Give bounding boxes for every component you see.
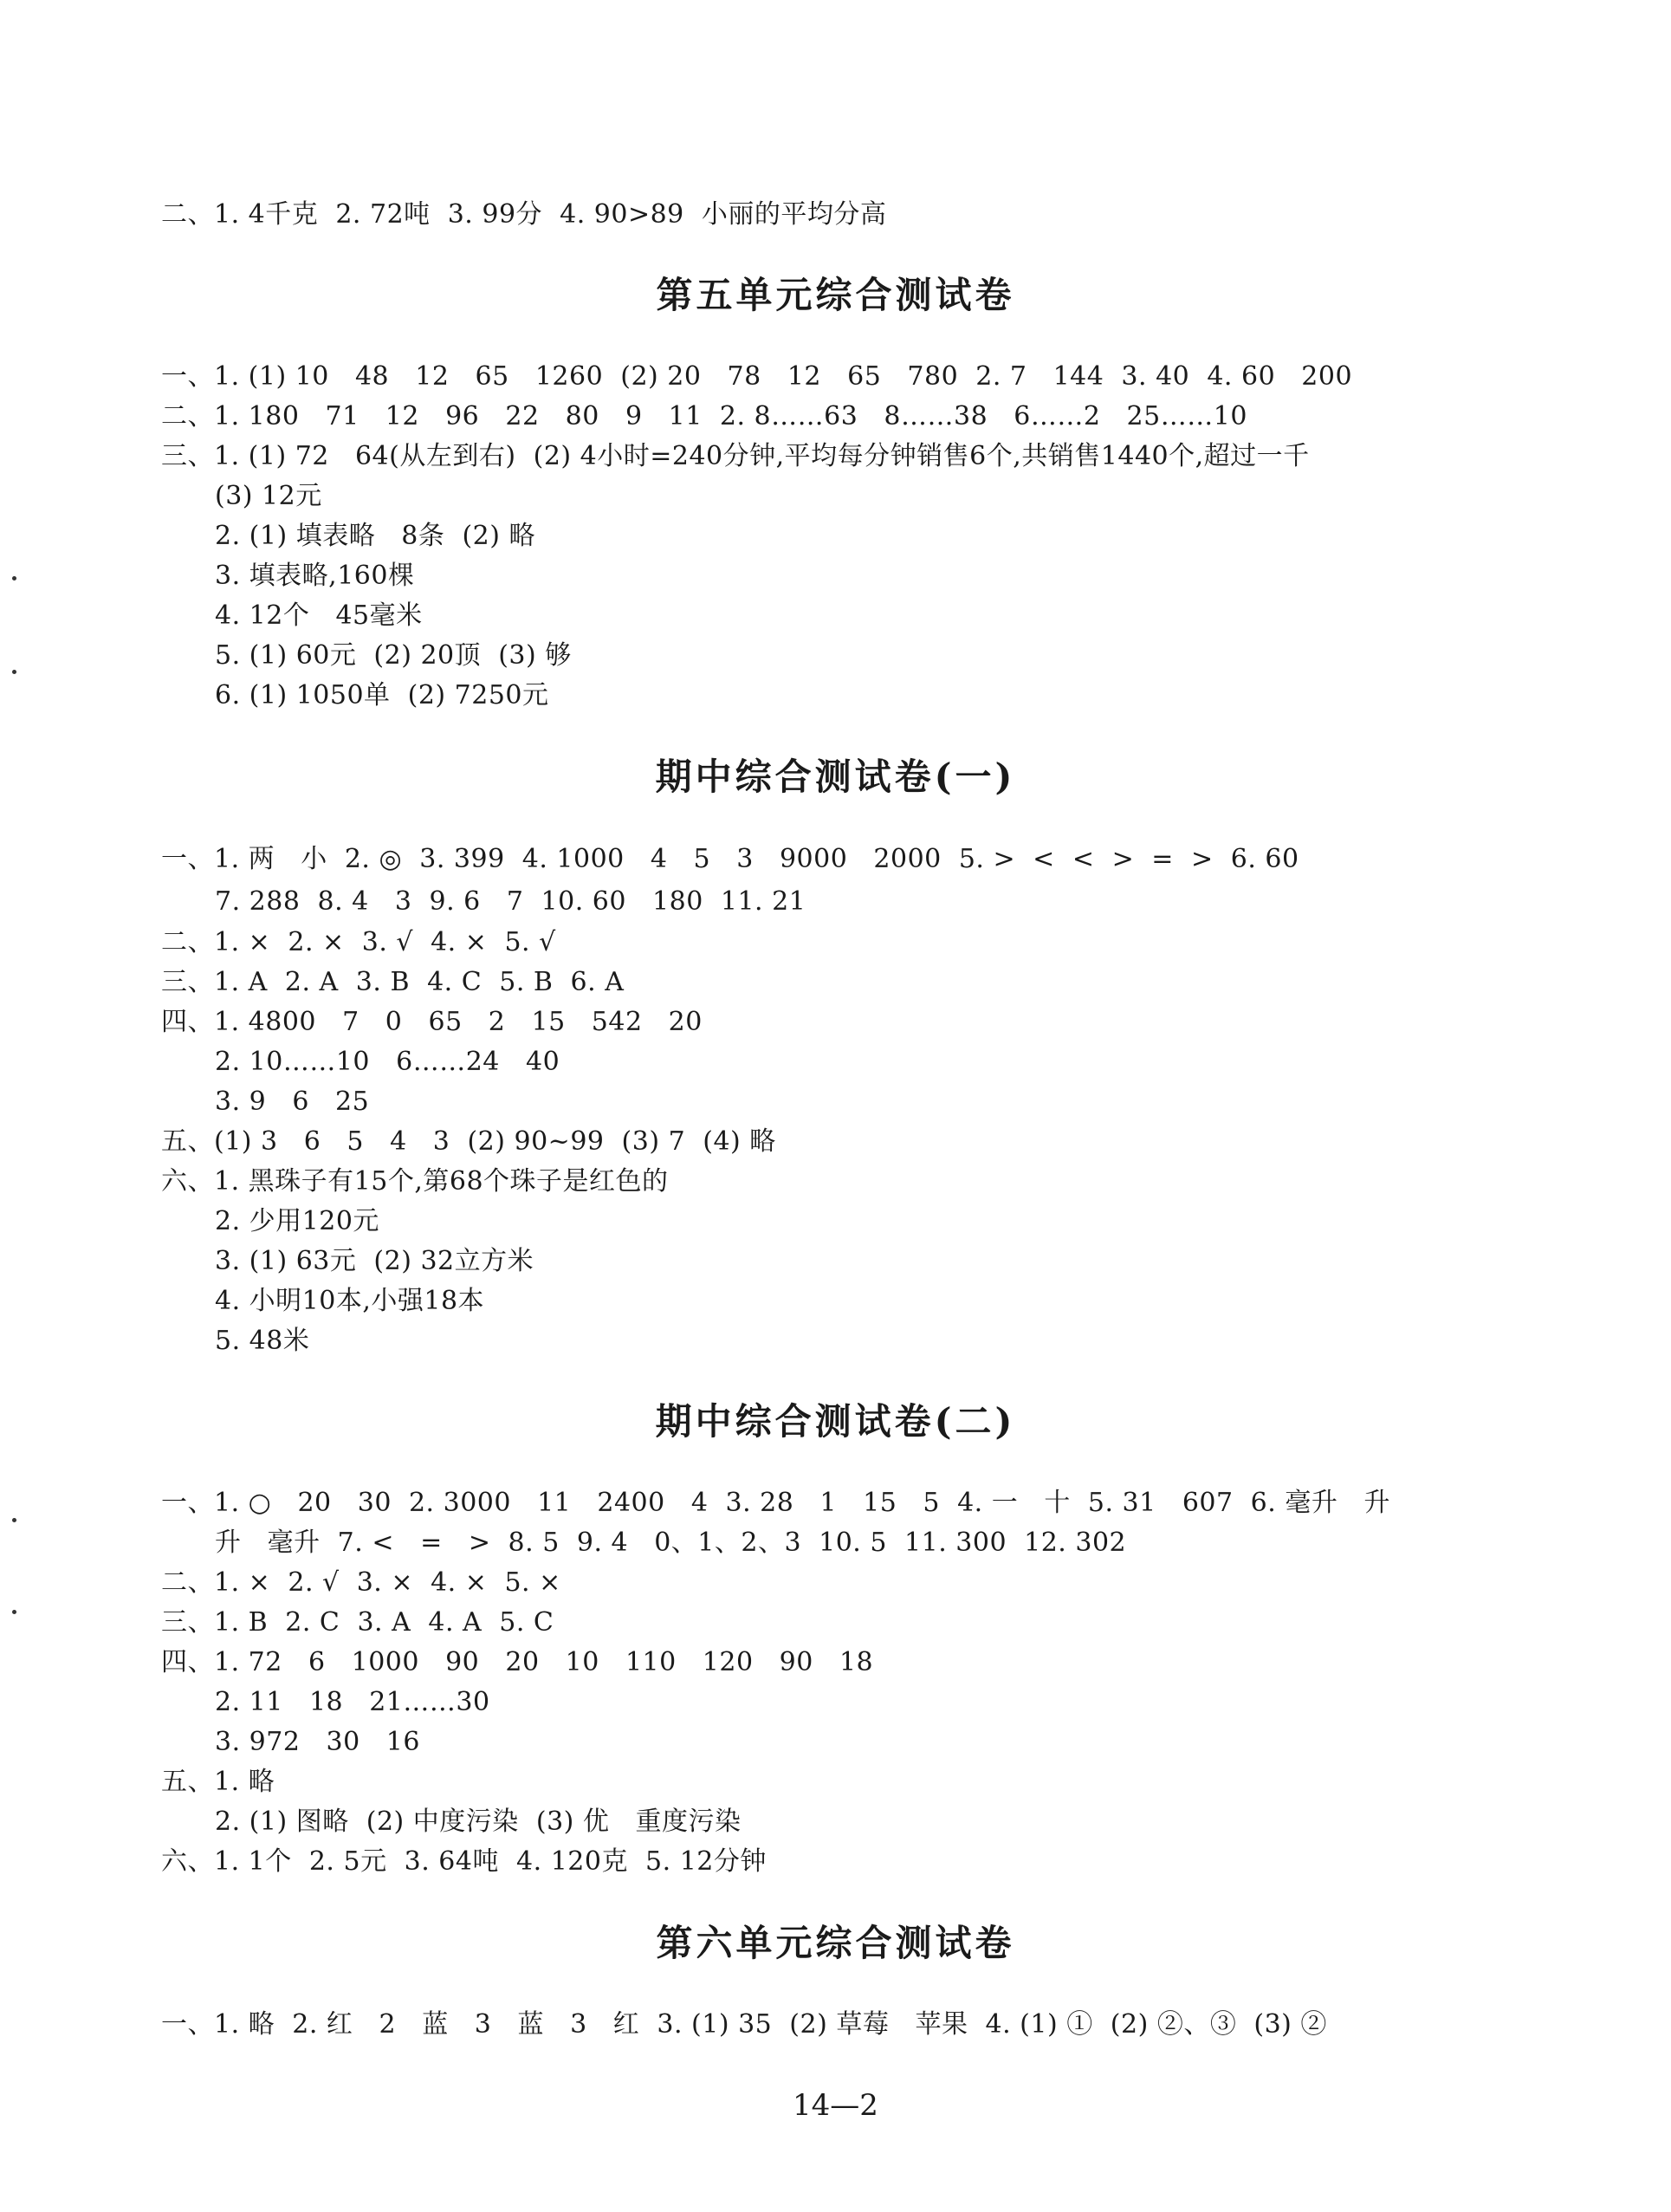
answer-line: 6. (1) 1050单 (2) 7250元: [215, 680, 549, 710]
answer-line: 3. 填表略,160棵: [215, 561, 415, 591]
scan-speck: [12, 1518, 16, 1522]
section-title: 第五单元综合测试卷: [656, 274, 1015, 316]
answer-line: 3. (1) 63元 (2) 32立方米: [215, 1246, 534, 1276]
answer-line: 三、1. (1) 72 64(从左到右) (2) 4小时=240分钟,平均每分钟销售6个,共销售1440个,超过一千: [161, 441, 1310, 471]
answer-line: 一、1. 略 2. 红 2 蓝 3 蓝 3 红 3. (1) 35 (2) 草莓 苹果 4. (1) ① (2) ②、③ (3) ②: [161, 2009, 1327, 2040]
answer-line: 二、1. × 2. × 3. √ 4. × 5. √: [161, 927, 556, 957]
scan-speck: [12, 670, 16, 674]
answer-line: 三、1. B 2. C 3. A 4. A 5. C: [161, 1607, 554, 1638]
answer-line: 二、1. 4千克 2. 72吨 3. 99分 4. 90>89 小丽的平均分高: [161, 199, 887, 230]
answer-line: 四、1. 4800 7 0 65 2 15 542 20: [161, 1007, 703, 1037]
answer-line: 二、1. 180 71 12 96 22 80 9 11 2. 8……63 8……38 6……2 25……10: [161, 401, 1247, 431]
answer-line: 2. 少用120元: [215, 1206, 379, 1236]
answer-line: (3) 12元: [215, 481, 322, 511]
answer-line: 二、1. × 2. √ 3. × 4. × 5. ×: [161, 1567, 561, 1598]
answer-line: 一、1. ○ 20 30 2. 3000 11 2400 4 3. 28 1 15 5 4. 一 十 5. 31 607 6. 毫升 升: [161, 1488, 1390, 1518]
answer-line: 7. 288 8. 4 3 9. 6 7 10. 60 180 11. 21: [215, 886, 806, 917]
answer-line: 五、1. 略: [161, 1767, 275, 1797]
answer-line: 三、1. A 2. A 3. B 4. C 5. B 6. A: [161, 967, 625, 997]
answer-line: 2. (1) 图略 (2) 中度污染 (3) 优 重度污染: [215, 1807, 742, 1837]
section-title: 第六单元综合测试卷: [656, 1922, 1015, 1964]
answer-line: 3. 972 30 16: [215, 1727, 420, 1757]
answer-line: 4. 小明10本,小强18本: [215, 1286, 485, 1316]
answer-line: 2. 11 18 21……30: [215, 1687, 490, 1717]
scan-speck: [12, 1610, 16, 1614]
answer-line: 一、1. 两 小 2. ◎ 3. 399 4. 1000 4 5 3 9000 2000 5. > < < > = > 6. 60: [161, 844, 1299, 874]
answer-line: 2. (1) 填表略 8条 (2) 略: [215, 521, 535, 551]
answer-line: 3. 9 6 25: [215, 1087, 370, 1117]
section-title: 期中综合测试卷(二): [655, 1400, 1016, 1443]
answer-line: 2. 10……10 6……24 40: [215, 1047, 560, 1077]
answer-line: 5. (1) 60元 (2) 20顶 (3) 够: [215, 640, 572, 671]
answer-line: 4. 12个 45毫米: [215, 600, 423, 631]
answer-line: 四、1. 72 6 1000 90 20 10 110 120 90 18: [161, 1647, 874, 1677]
answer-line: 一、1. (1) 10 48 12 65 1260 (2) 20 78 12 65 780 2. 7 144 3. 40 4. 60 200: [161, 361, 1353, 392]
answer-line: 六、1. 黑珠子有15个,第68个珠子是红色的: [161, 1166, 669, 1197]
section-title: 期中综合测试卷(一): [655, 756, 1016, 798]
scan-speck: [12, 576, 16, 581]
answer-line: 升 毫升 7. < = > 8. 5 9. 4 0、1、2、3 10. 5 11. 300 12. 302: [215, 1528, 1127, 1558]
answer-line: 六、1. 1个 2. 5元 3. 64吨 4. 120克 5. 12分钟: [161, 1846, 767, 1877]
page-number: 14—2: [793, 2088, 878, 2123]
answer-line: 5. 48米: [215, 1326, 310, 1356]
answer-line: 五、(1) 3 6 5 4 3 (2) 90~99 (3) 7 (4) 略: [161, 1126, 776, 1157]
